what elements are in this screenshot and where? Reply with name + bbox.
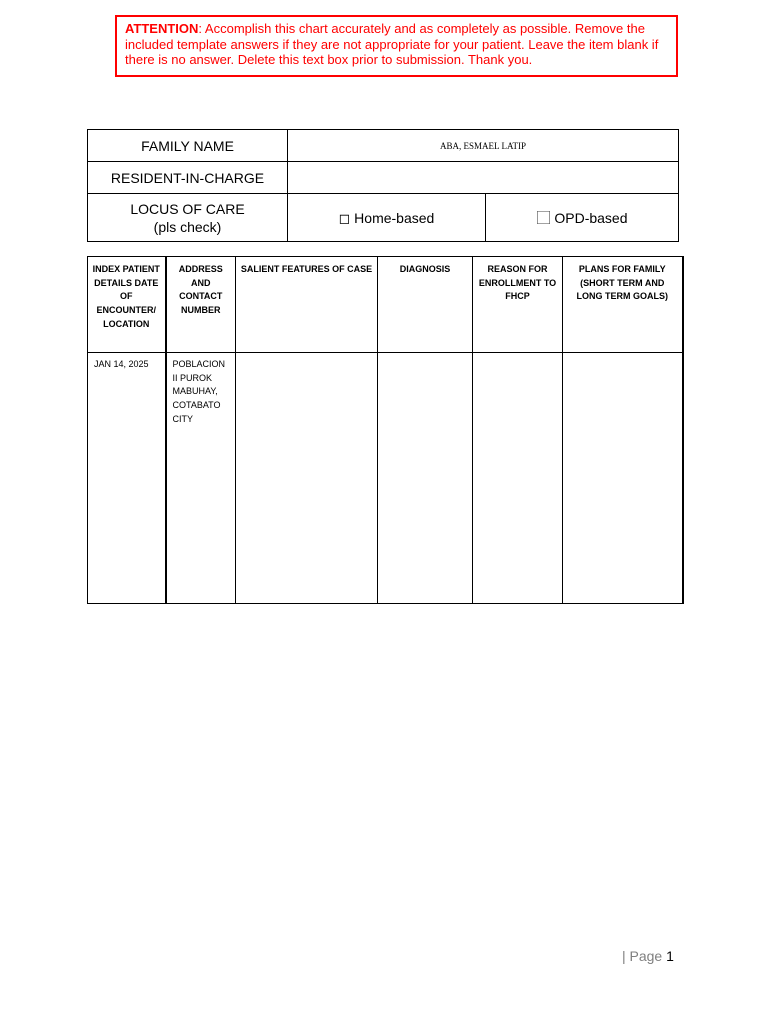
resident-label: RESIDENT-IN-CHARGE bbox=[88, 162, 288, 194]
page-footer bbox=[622, 948, 674, 964]
family-name-value[interactable]: ABA, ESMAEL LATIP bbox=[288, 130, 679, 162]
opd-based-checkbox[interactable]: ⃞ OPD-based bbox=[486, 194, 679, 242]
table-header-row bbox=[88, 257, 683, 353]
header-plans-family: PLANS FOR FAMILY (SHORT TERM AND LONG TERM GOALS) bbox=[563, 257, 683, 353]
cell-plans[interactable] bbox=[563, 353, 683, 604]
resident-value[interactable] bbox=[288, 162, 679, 194]
header-diagnosis: DIAGNOSIS bbox=[378, 257, 473, 353]
page-number: 1 bbox=[666, 948, 674, 964]
attention-label: ATTENTION bbox=[125, 21, 199, 36]
home-based-checkbox[interactable]: ◻ Home-based bbox=[288, 194, 486, 242]
header-salient-features: SALIENT FEATURES OF CASE bbox=[236, 257, 378, 353]
family-info-table bbox=[87, 129, 679, 242]
family-name-label: FAMILY NAME bbox=[88, 130, 288, 162]
cell-reason[interactable] bbox=[473, 353, 563, 604]
locus-label-cell bbox=[88, 194, 288, 242]
table-row bbox=[88, 353, 683, 604]
cell-address[interactable]: POBLACION II PUROK MABUHAY, COTABATO CITY bbox=[166, 353, 236, 604]
patient-details-table bbox=[87, 256, 684, 604]
locus-sub: (pls check) bbox=[153, 218, 222, 235]
attention-notice bbox=[115, 15, 678, 77]
cell-salient-features[interactable] bbox=[236, 353, 378, 604]
attention-message: : Accomplish this chart accurately and as completely as possible. Remove the included template answers if they are not appropriate for your patient. Leave the item blank if there is no answer. Delete this text box prior to submission. Thank you. bbox=[125, 21, 659, 67]
header-reason-enrollment: REASON FOR ENROLLMENT TO FHCP bbox=[473, 257, 563, 353]
header-index-patient: INDEX PATIENT DETAILS DATE OF ENCOUNTER/ LOCATION bbox=[88, 257, 166, 353]
cell-diagnosis[interactable] bbox=[378, 353, 473, 604]
header-address: ADDRESS AND CONTACT NUMBER bbox=[166, 257, 236, 353]
locus-label: LOCUS OF CARE bbox=[130, 200, 245, 217]
page-prefix: | Page bbox=[622, 948, 667, 964]
cell-date[interactable]: JAN 14, 2025 bbox=[88, 353, 166, 604]
